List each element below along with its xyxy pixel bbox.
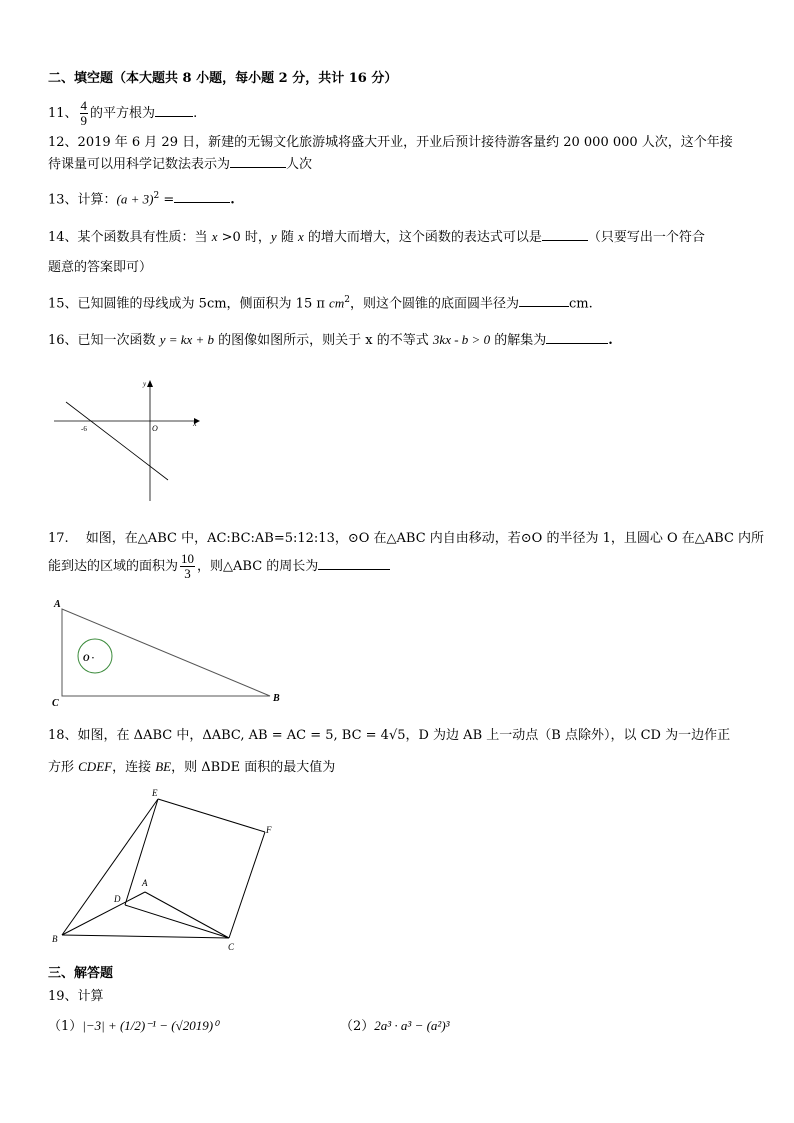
question-14-line-1: 14、某个函数具有性质：当 x >0 时，y 随 x 的增大而增大，这个函数的表达式可以是 （只要写出一个符合 [48,229,705,245]
question-16: 16、已知一次函数 y = kx + b 的图像如图所示，则关于 x 的不等式 3kx - b > 0 的解集为 . [48,332,613,348]
origin-label: O [152,424,158,433]
x-axis-label: x [193,419,197,428]
question-14-line-2: 题意的答案即可） [48,260,153,275]
question-18-line-2: 方形 CDEF，连接 BE，则 ΔBDE 面积的最大值为 [48,759,336,775]
segment-ba [62,892,145,935]
q14-answer-blank[interactable] [542,228,588,241]
segment-be [62,799,158,935]
question-19-part-1: （1）|−3| + (1/2)⁻¹ − (√2019)⁰ [48,1018,219,1034]
square-triangle-figure [48,785,278,955]
question-17-line-1: 17. 如图，在△ABC 中，AC:BC:AB=5:12:13，⊙O 在△ABC 内自由移动，若⊙O 的半径为 1，且圆心 O 在△ABC 内所 [48,531,765,546]
section-heading-fill-in: 二、填空题（本大题共 8 小题，每小题 2 分，共计 16 分） [48,71,398,86]
segment-de [125,799,158,905]
question-13: 13、计算：$(a + 3)^2$ = . [48,191,235,208]
y-axis-label: y [143,380,147,388]
triangle-circle-figure [48,595,293,710]
q11-fraction: $\frac{4}{9}$ [80,98,88,128]
point-e-label: E [152,788,158,798]
q13-answer-blank[interactable] [174,190,230,203]
point-c-label: C [228,942,235,952]
segment-bc [62,935,229,938]
segment-fc [229,832,265,938]
linear-function-graph [48,375,208,507]
q11-number: 11、 [48,106,78,121]
point-f-label: F [266,825,272,835]
q15-answer-blank[interactable] [519,294,569,307]
q11-answer-blank[interactable] [155,104,193,117]
segment-ef [158,799,265,832]
point-b-label: B [52,934,58,944]
point-d-label: D [114,894,121,904]
point-a-label: A [142,878,148,888]
section-heading-solve: 三、解答题 [48,966,114,981]
question-11: 11、 $\frac{4}{9}$ 的平方根为 . [48,98,198,128]
function-line [66,402,168,480]
question-17-line-2: 能到达的区域的面积为 $\frac{10}{3}$ ，则△ABC 的周长为 [48,552,390,581]
q17-answer-blank[interactable] [318,557,390,570]
question-12-line-2: 待课量可以用科学记数法表示为 人次 [48,157,313,172]
y-axis-arrow [147,380,153,387]
question-19-part-2: （2）2a³ · a³ − (a²)³ [340,1018,450,1034]
center-o-label: O · [83,653,94,663]
question-19-title: 19、计算 [48,989,104,1004]
q16-answer-blank[interactable] [546,331,608,344]
vertex-c-label: C [52,698,59,709]
q12-answer-blank[interactable] [230,155,286,168]
question-12-line-1: 12、2019 年 6 月 29 日，新建的无锡文化旅游城将盛大开业，开业后预计接待游客量约 20 000 000 人次，这个年接 [48,135,733,150]
x-intercept-label: -6 [81,425,87,433]
vertex-a-label: A [54,599,61,610]
question-15: 15、已知圆锥的母线成为 5cm，侧面积为 15 π $cm^2$，则这个圆锥的底面圆半径为 cm. [48,295,593,312]
question-18-line-1: 18、如图，在 ΔABC 中，ΔABC, AB = AC = 5, BC = 4√5，D 为边 AB 上一动点（B 点除外），以 CD 为一边作正 [48,728,731,743]
q17-fraction: $\frac{10}{3}$ [181,551,195,581]
vertex-b-label: B [273,693,280,704]
